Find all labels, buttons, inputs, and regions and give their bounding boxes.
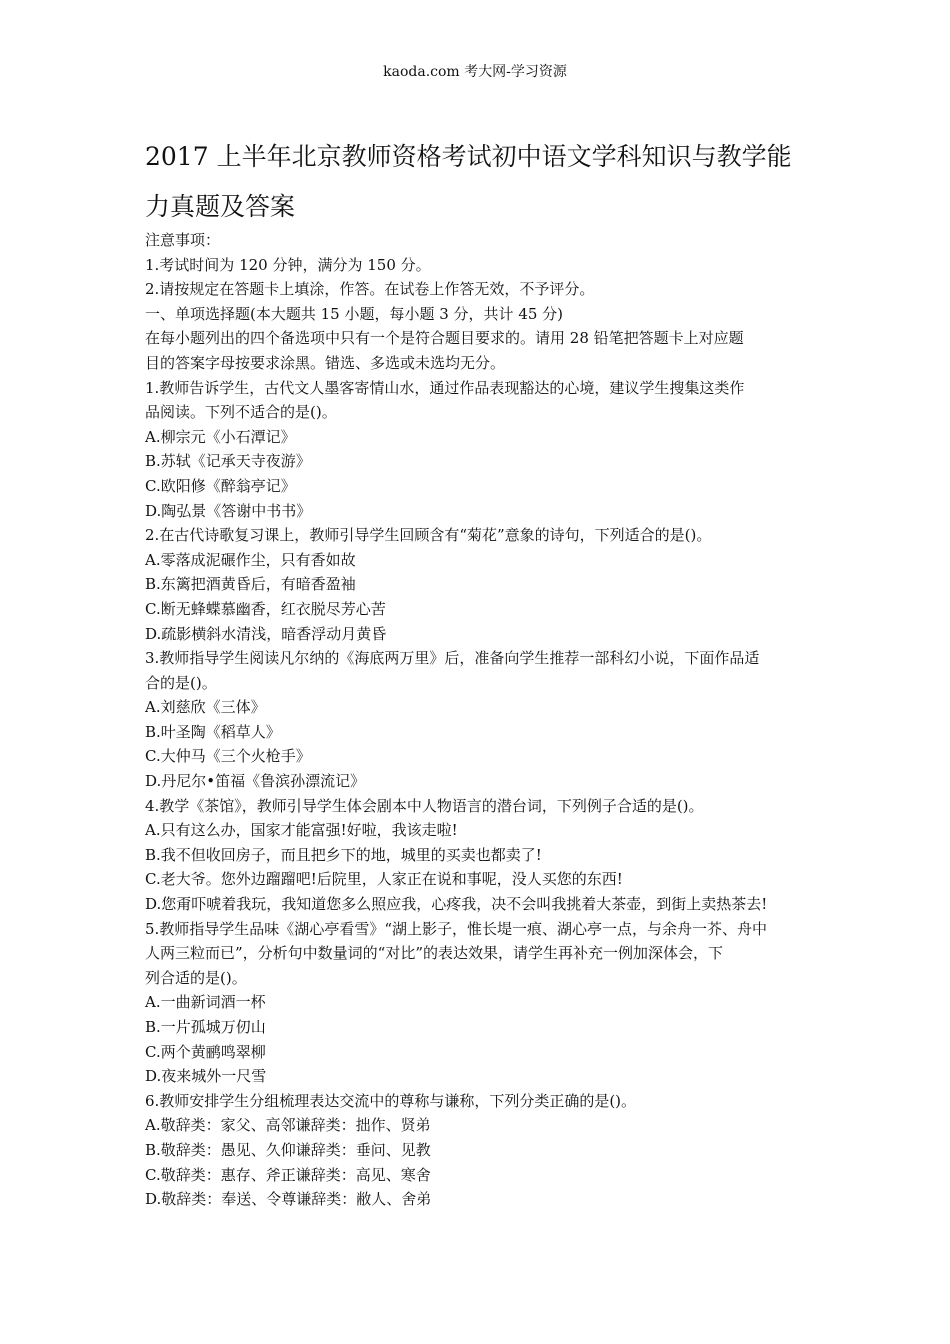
question-2-option-d: D.疏影横斜水清浅，暗香浮动月黄昏 (145, 624, 387, 643)
question-1-option-d: D.陶弘景《答谢中书书》 (145, 501, 312, 520)
question-5-option-a: A.一曲新词酒一杯 (145, 993, 266, 1012)
document-body (145, 228, 820, 1212)
question-2-option-a: A.零落成泥碾作尘，只有香如故 (145, 550, 356, 569)
question-3-stem: 3.教师指导学生阅读凡尔纳的《海底两万里》后，准备向学生推荐一部科幻小说，下面作品适 (145, 649, 760, 668)
question-3-stem: 合的是()。 (145, 673, 217, 692)
question-3-option-a: A.刘慈欣《三体》 (145, 698, 266, 717)
question-5-option-d: D.夜来城外一尺雪 (145, 1067, 267, 1086)
question-1-stem: 品阅读。下列不适合的是()。 (145, 403, 337, 422)
notice-heading: 注意事项： (145, 231, 221, 249)
question-4-option-a: A.只有这么办，国家才能富强!好啦，我该走啦! (145, 821, 458, 840)
question-2-option-c: C.断无蜂蝶慕幽香，红衣脱尽芳心苦 (145, 599, 386, 618)
question-5-option-c: C.两个黄鹂鸣翠柳 (145, 1042, 266, 1061)
page-title (145, 132, 825, 232)
question-6-option-a: A.敬辞类：家父、高邻谦辞类：拙作、贤弟 (145, 1116, 431, 1135)
title-line-2: 力真题及答案 (145, 192, 296, 221)
question-4-option-d: D.您甭吓唬着我玩，我知道您多么照应我，心疼我，决不会叫我挑着大茶壶，到街上卖热茶去! (145, 895, 768, 914)
notice-item-1: 1.考试时间为 120 分钟，满分为 150 分。 (145, 255, 431, 274)
question-1-stem: 1.教师告诉学生，古代文人墨客寄情山水，通过作品表现豁达的心境，建议学生搜集这类作 (145, 378, 745, 397)
question-4-stem: 4.教学《茶馆》，教师引导学生体会剧本中人物语言的潜台词，下列例子合适的是()。 (145, 796, 704, 815)
question-6-option-b: B.敬辞类：愚见、久仰谦辞类：垂问、见教 (145, 1140, 431, 1159)
question-1-option-b: B.苏轼《记承天寺夜游》 (145, 452, 311, 471)
question-5-option-b: B.一片孤城万仞山 (145, 1018, 266, 1036)
question-3-option-c: C.大仲马《三个火枪手》 (145, 747, 311, 766)
question-6-stem: 6.教师安排学生分组梳理表达交流中的尊称与谦称，下列分类正确的是()。 (145, 1091, 637, 1110)
question-3-option-d: D.丹尼尔•笛福《鲁滨孙漂流记》 (145, 772, 366, 791)
question-5-stem: 列合适的是()。 (145, 968, 247, 987)
question-1-option-c: C.欧阳修《醉翁亭记》 (145, 476, 296, 495)
question-6-option-d: D.敬辞类：奉送、令尊谦辞类：敝人、舍弟 (145, 1190, 432, 1209)
question-5-stem: 5.教师指导学生品味《湖心亭看雪》“湖上影子，惟长堤一痕、湖心亭一点，与余舟一芥、舟中 (145, 919, 767, 938)
section-heading: 一、单项选择题(本大题共 15 小题，每小题 3 分，共计 45 分) (145, 304, 564, 323)
question-2-option-b: B.东篱把酒黄昏后，有暗香盈袖 (145, 575, 356, 594)
question-2-stem: 2.在古代诗歌复习课上，教师引导学生回顾含有“菊花”意象的诗句，下列适合的是()。 (145, 526, 712, 545)
section-instructions: 目的答案字母按要求涂黑。错选、多选或未选均无分。 (145, 353, 506, 372)
question-6-option-c: C.敬辞类：惠存、斧正谦辞类：高见、寒舍 (145, 1165, 431, 1184)
section-instructions: 在每小题列出的四个备选项中只有一个是符合题目要求的。请用 28 铅笔把答题卡上对应题 (145, 329, 744, 348)
question-3-option-b: B.叶圣陶《稻草人》 (145, 722, 281, 741)
page-header: kaoda.com 考大网-学习资源 (383, 64, 567, 80)
notice-item-2: 2.请按规定在答题卡上填涂，作答。在试卷上作答无效，不予评分。 (145, 280, 595, 299)
question-5-stem: 人两三粒而已”，分析句中数量词的“对比”的表达效果，请学生再补充一例加深体会，下 (145, 944, 724, 963)
question-1-option-a: A.柳宗元《小石潭记》 (145, 427, 296, 446)
question-4-option-c: C.老大爷。您外边蹓蹓吧!后院里，人家正在说和事呢，没人买您的东西! (145, 870, 623, 889)
title-line-1: 2017 上半年北京教师资格考试初中语文学科知识与教学能 (145, 142, 792, 171)
question-4-option-b: B.我不但收回房子，而且把乡下的地，城里的买卖也都卖了! (145, 845, 542, 864)
